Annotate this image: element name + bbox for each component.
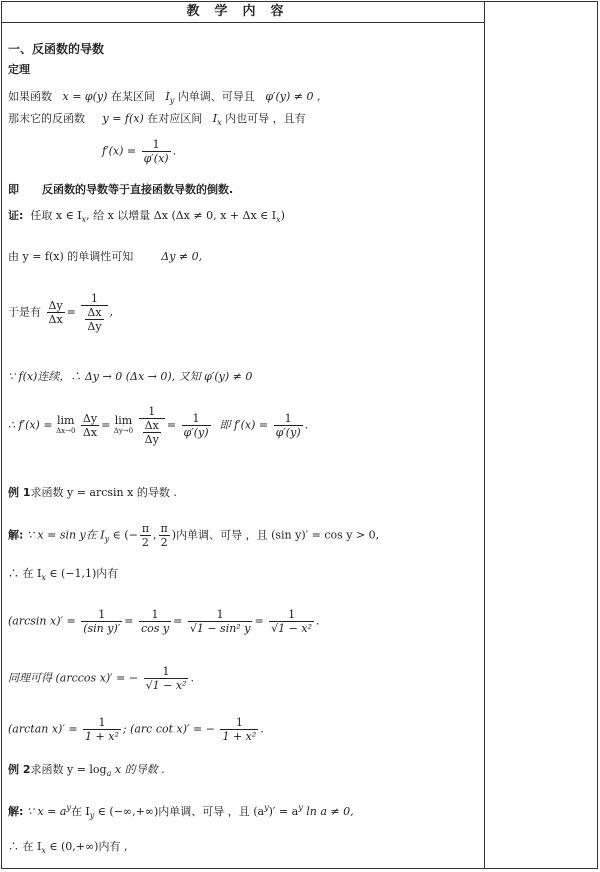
numerator: 1 — [81, 608, 122, 622]
math-expr: ∵ x = sin y在 I — [26, 528, 105, 542]
fraction — [274, 412, 303, 439]
compound-fraction — [139, 405, 165, 446]
theorem-line-1 — [8, 90, 321, 108]
theorem-formula — [102, 138, 176, 165]
example-2-solution — [8, 801, 354, 823]
denominator: φ′(y) — [183, 426, 209, 439]
punct: . — [172, 144, 177, 158]
numerator: Δy — [48, 299, 63, 312]
lim-label: lim — [57, 413, 75, 427]
math-sub: y — [89, 811, 95, 820]
proof-line-4: ∵ f(x)连续，∴ Δy → 0 (Δx → 0), 又知 φ′(y) ≠ 0 — [8, 370, 253, 383]
lim-sub: Δy→0 — [113, 426, 134, 435]
denominator: Δy — [87, 320, 102, 333]
math-expr: ∴ 在 I — [8, 567, 42, 580]
fraction — [83, 716, 121, 743]
solution-label: 解: — [8, 528, 24, 542]
numerator: 1 — [83, 716, 121, 730]
punct: = — [124, 614, 134, 628]
example-text: x 的导数 . — [114, 763, 165, 776]
theorem-text: 内也可导 ，且有 — [225, 112, 306, 125]
punct: , — [153, 528, 157, 542]
example-2-line-2 — [8, 840, 127, 858]
math-sub: x — [41, 846, 46, 855]
fraction — [142, 138, 171, 165]
math-sub: x — [81, 215, 87, 224]
theorem-text: 内单调、可导且 — [177, 90, 255, 103]
math-expr: (arcsin x)′ = — [8, 614, 76, 628]
fraction — [143, 419, 161, 446]
lim-sub: Δx→0 — [56, 426, 76, 435]
denominator: 2 — [141, 536, 149, 549]
table-header: 教学内容 — [186, 4, 299, 19]
denominator: φ′(y) — [275, 426, 301, 439]
fraction — [144, 665, 189, 692]
example-1-line — [8, 486, 177, 500]
math-sub: y — [169, 96, 175, 105]
section-heading: 一、反函数的导数 — [8, 42, 105, 56]
denominator: φ′(x) — [143, 152, 169, 165]
statement-label: 即 — [8, 183, 19, 196]
punct: . — [190, 671, 194, 685]
example-2-line — [8, 763, 165, 781]
numerator: Δy — [82, 412, 98, 425]
fraction — [220, 716, 258, 743]
math-expr: I — [212, 112, 218, 125]
math-sub: x — [276, 215, 281, 224]
math-expr: f′(x) = — [102, 144, 137, 158]
theorem-label: 定理 — [8, 63, 30, 76]
limit — [56, 413, 76, 436]
fraction — [85, 306, 103, 333]
math-expr: )内单调、可导 ，且 (sin y)′ = cos y > 0, — [171, 528, 380, 542]
numerator: 1 — [81, 292, 107, 306]
denominator — [139, 419, 165, 446]
denominator: 1 + x² — [85, 730, 119, 743]
statement — [8, 183, 233, 197]
denominator: 2 — [160, 536, 168, 549]
punct: = — [101, 418, 111, 432]
fraction — [47, 299, 65, 326]
math-expr: ; (arc cot x)′ = − — [122, 722, 215, 736]
proof-label: 证: — [8, 209, 24, 222]
math-expr: ∈ (−∞,+∞)内单调、可导 ，且 (a — [97, 805, 265, 818]
fraction — [188, 608, 253, 635]
math-expr: )′ = a — [268, 805, 299, 818]
theorem-text: 在对应区间 — [147, 112, 203, 125]
math-expr: ∈ (− — [112, 528, 138, 542]
fraction — [159, 522, 170, 549]
math-sub: x — [217, 118, 222, 127]
proof-line-5 — [8, 405, 308, 446]
math-expr: I — [165, 90, 170, 103]
example-text: 求函数 y = arcsin x 的导数 . — [30, 486, 177, 499]
denominator: √1 − sin² y — [189, 622, 251, 635]
example-1-solution — [8, 522, 379, 549]
punct: . — [316, 614, 320, 628]
proof-text: , 给 x 以增量 Δx (Δx ≠ 0, x + Δx ∈ I — [86, 209, 277, 222]
math-sup: y — [298, 803, 303, 812]
math-sub: y — [104, 534, 110, 544]
numerator: 1 — [144, 665, 189, 679]
math-sub: x — [41, 573, 46, 582]
fraction — [269, 608, 314, 635]
math-expr: (arctan x)′ = — [8, 722, 78, 736]
numerator: Δx — [143, 419, 161, 433]
proof-line-1 — [8, 209, 285, 227]
numerator: 1 — [139, 608, 171, 622]
fraction — [140, 522, 151, 549]
theorem-text: 如果函数 — [8, 90, 52, 103]
example-text: 求函数 y = log — [30, 763, 107, 776]
punct: = — [173, 614, 183, 628]
proof-line-2 — [8, 250, 202, 264]
denominator: √1 − x² — [145, 679, 187, 692]
theorem-line-2 — [8, 112, 306, 130]
punct: . — [260, 722, 264, 736]
math-expr: Δy ≠ 0, — [161, 250, 203, 263]
denominator: (sin y)′ — [83, 622, 121, 635]
fraction — [81, 608, 122, 635]
math-expr: ∴ f′(x) = — [8, 418, 53, 432]
lim-label: lim — [114, 413, 133, 427]
math-expr: 在 I — [70, 805, 90, 818]
math-expr: ∴ 在 I — [8, 840, 42, 853]
limit — [113, 413, 134, 436]
denominator: √1 − x² — [271, 622, 312, 635]
punct: . — [304, 418, 309, 432]
denominator: Δy — [144, 433, 159, 446]
denominator — [81, 306, 107, 333]
math-expr: 同理可得 (arccos x)′ = − — [8, 671, 139, 685]
numerator: 1 — [220, 716, 258, 730]
example-label: 例 2 — [8, 763, 31, 776]
numerator: Δx — [85, 306, 103, 320]
punct: = — [166, 418, 177, 432]
fraction — [182, 412, 211, 439]
theorem-text: 那末它的反函数 — [8, 112, 85, 125]
math-expr: ln a ≠ 0, — [306, 805, 354, 818]
example-label: 例 1 — [8, 486, 31, 499]
side-column — [485, 1, 597, 869]
math-expr: y = f(x) — [102, 112, 144, 125]
math-sub: a — [106, 769, 112, 778]
math-expr: ∵ x = a — [26, 805, 67, 818]
fraction — [139, 608, 171, 635]
numerator: π — [160, 522, 168, 535]
punct: = — [66, 305, 76, 319]
proof-text: 任取 x ∈ I — [30, 209, 82, 222]
punct: , — [109, 305, 114, 319]
denominator: Δx — [48, 313, 63, 326]
denominator: cos y — [140, 622, 170, 635]
denominator: 1 + x² — [222, 730, 257, 743]
example-1-line-4 — [8, 665, 194, 692]
numerator: 1 — [274, 412, 303, 426]
theorem-text: 在某区间 — [110, 90, 155, 103]
denominator: Δx — [82, 426, 98, 439]
numerator: 1 — [188, 608, 253, 622]
compound-fraction — [81, 292, 107, 333]
math-sup: y — [264, 803, 269, 812]
punct: = — [254, 614, 264, 628]
proof-text: ) — [280, 209, 285, 222]
math-expr: 即 f′(x) = — [219, 418, 269, 432]
numerator: 1 — [142, 138, 171, 152]
example-1-line-3 — [8, 608, 320, 635]
example-1-line-2 — [8, 567, 118, 585]
numerator: π — [141, 522, 150, 535]
proof-line-3 — [8, 292, 113, 333]
example-1-line-5 — [8, 716, 264, 743]
math-sup: y — [66, 803, 71, 812]
math-expr: ∈ (0,+∞)内有 , — [49, 840, 128, 853]
solution-label: 解: — [8, 805, 24, 818]
numerator: 1 — [269, 608, 314, 622]
numerator: 1 — [139, 405, 165, 419]
math-expr: φ′(y) ≠ 0 , — [265, 90, 321, 103]
proof-text: 于是有 — [8, 305, 41, 319]
fraction — [81, 412, 99, 439]
proof-text: 由 y = f(x) 的单调性可知 — [8, 250, 134, 263]
math-expr: x = φ(y) — [62, 90, 108, 103]
math-expr: ∈ (−1,1)内有 — [49, 567, 119, 580]
numerator: 1 — [182, 412, 211, 426]
statement-text: 反函数的导数等于直接函数导数的倒数. — [41, 183, 234, 196]
